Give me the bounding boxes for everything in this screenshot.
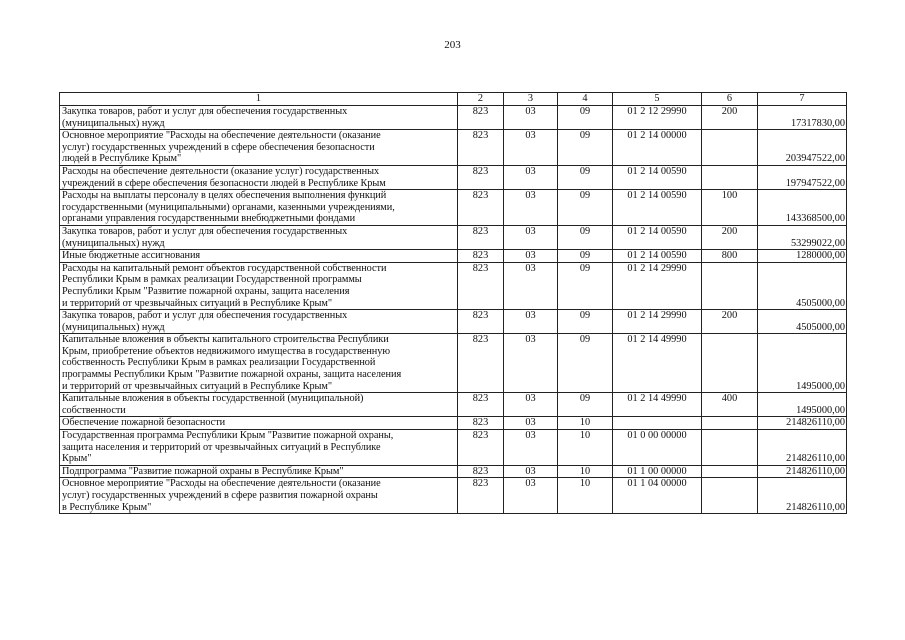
description-cell — [60, 165, 458, 189]
description-line: собственность Республики Крым в рамках реализации Государственной — [62, 357, 376, 369]
description-line: услуг) государственных учреждений в сфере обеспечения безопасности — [62, 141, 375, 153]
table-row — [60, 430, 847, 466]
description-line: Расходы на капитальный ремонт объектов государственной собственности — [62, 262, 387, 274]
description-cell — [60, 465, 458, 478]
section-cell: 03 — [504, 130, 558, 166]
amount-cell: 17317830,00 — [758, 106, 847, 130]
section-cell: 03 — [504, 262, 558, 309]
description-line: людей в Республике Крым" — [62, 153, 182, 165]
table-body — [60, 93, 847, 514]
subsection-cell: 10 — [558, 430, 613, 466]
description-line: (муниципальных) нужд — [62, 117, 165, 129]
grbs-cell: 823 — [458, 225, 504, 249]
header-cell: 1 — [60, 93, 458, 106]
description-line: Государственная программа Республики Крым "Развитие пожарной охраны, — [62, 430, 394, 442]
expense-type-cell — [702, 262, 758, 309]
grbs-cell: 823 — [458, 465, 504, 478]
section-cell: 03 — [504, 190, 558, 226]
description-line: защита населения и территорий от чрезвычайных ситуаций в Республике — [62, 441, 381, 453]
expense-type-cell — [702, 165, 758, 189]
amount-cell: 4505000,00 — [758, 262, 847, 309]
description-line: Закупка товаров, работ и услуг для обеспечения государственных — [62, 225, 348, 237]
grbs-cell: 823 — [458, 190, 504, 226]
table-row — [60, 417, 847, 430]
description-line: учреждений в сфере обеспечения безопасности людей в Республике Крым — [62, 177, 386, 189]
description-line: Основное мероприятие "Расходы на обеспечение деятельности (оказание — [62, 478, 381, 490]
table-row — [60, 225, 847, 249]
description-cell — [60, 225, 458, 249]
expense-type-cell — [702, 334, 758, 393]
description-line: Капитальные вложения в объекты государственной (муниципальной) — [62, 393, 364, 405]
expense-type-cell: 400 — [702, 393, 758, 417]
description-line: услуг) государственных учреждений в сфере развития пожарной охраны — [62, 490, 378, 501]
description-line: Обеспечение пожарной безопасности — [62, 417, 226, 429]
description-line: Подпрограмма "Развитие пожарной охраны в Республике Крым" — [62, 465, 344, 477]
section-cell: 03 — [504, 225, 558, 249]
amount-cell: 53299022,00 — [758, 225, 847, 249]
description-cell — [60, 190, 458, 226]
target-article-cell: 01 1 00 00000 — [613, 465, 702, 478]
table-row — [60, 165, 847, 189]
target-article-cell: 01 2 14 29990 — [613, 262, 702, 309]
expense-type-cell: 100 — [702, 190, 758, 226]
header-cell: 5 — [613, 93, 702, 106]
expense-type-cell — [702, 465, 758, 478]
description-line: Капитальные вложения в объекты капитального строительства Республики — [62, 334, 389, 346]
amount-cell: 214826110,00 — [758, 417, 847, 430]
table-row — [60, 106, 847, 130]
table-row — [60, 190, 847, 226]
description-line: в Республике Крым" — [62, 501, 152, 513]
description-line: Крым, приобретение объектов недвижимого имущества в государственную — [62, 345, 391, 357]
target-article-cell: 01 2 14 00590 — [613, 250, 702, 263]
subsection-cell: 09 — [558, 130, 613, 166]
grbs-cell: 823 — [458, 250, 504, 263]
description-cell — [60, 393, 458, 417]
description-cell — [60, 262, 458, 309]
description-line: Республики Крым в рамках реализации Государственной программы — [62, 274, 362, 286]
amount-cell: 214826110,00 — [758, 430, 847, 466]
amount-cell: 214826110,00 — [758, 478, 847, 514]
subsection-cell: 09 — [558, 190, 613, 226]
subsection-cell: 09 — [558, 262, 613, 309]
subsection-cell: 09 — [558, 225, 613, 249]
section-cell: 03 — [504, 165, 558, 189]
section-cell: 03 — [504, 310, 558, 334]
amount-cell: 1495000,00 — [758, 393, 847, 417]
description-line: Крым" — [62, 453, 92, 465]
amount-cell: 4505000,00 — [758, 310, 847, 334]
table-row — [60, 262, 847, 309]
table-row — [60, 310, 847, 334]
description-line: и территорий от чрезвычайных ситуаций в Республике Крым" — [62, 380, 333, 392]
description-cell — [60, 250, 458, 263]
description-line: Иные бюджетные ассигнования — [62, 250, 201, 262]
description-line: государственными (муниципальными) органами, казенными учреждениями, — [62, 201, 395, 213]
target-article-cell: 01 2 14 49990 — [613, 334, 702, 393]
target-article-cell: 01 2 14 49990 — [613, 393, 702, 417]
subsection-cell: 09 — [558, 393, 613, 417]
description-cell — [60, 334, 458, 393]
expense-type-cell — [702, 430, 758, 466]
description-line: Закупка товаров, работ и услуг для обеспечения государственных — [62, 106, 348, 117]
description-line: Расходы на обеспечение деятельности (оказание услуг) государственных — [62, 165, 380, 177]
amount-cell: 1495000,00 — [758, 334, 847, 393]
table-row — [60, 478, 847, 514]
amount-cell: 197947522,00 — [758, 165, 847, 189]
description-line: (муниципальных) нужд — [62, 321, 165, 333]
amount-cell: 203947522,00 — [758, 130, 847, 166]
description-cell — [60, 106, 458, 130]
table-row — [60, 334, 847, 393]
target-article-cell — [613, 417, 702, 430]
description-cell — [60, 417, 458, 430]
table-header-row — [60, 93, 847, 106]
grbs-cell: 823 — [458, 334, 504, 393]
description-cell — [60, 130, 458, 166]
expense-type-cell: 200 — [702, 106, 758, 130]
section-cell: 03 — [504, 465, 558, 478]
grbs-cell: 823 — [458, 430, 504, 466]
subsection-cell: 10 — [558, 417, 613, 430]
description-cell — [60, 478, 458, 514]
description-line: и территорий от чрезвычайных ситуаций в Республике Крым" — [62, 297, 333, 309]
grbs-cell: 823 — [458, 393, 504, 417]
description-line: программы Республики Крым "Развитие пожарной охраны, защита населения — [62, 369, 402, 381]
expense-type-cell: 800 — [702, 250, 758, 263]
header-cell: 7 — [758, 93, 847, 106]
subsection-cell: 09 — [558, 250, 613, 263]
description-line: органами управления государственными внебюджетными фондами — [62, 213, 356, 225]
section-cell: 03 — [504, 334, 558, 393]
target-article-cell: 01 0 00 00000 — [613, 430, 702, 466]
section-cell: 03 — [504, 250, 558, 263]
expense-type-cell: 200 — [702, 310, 758, 334]
section-cell: 03 — [504, 478, 558, 514]
section-cell: 03 — [504, 106, 558, 130]
subsection-cell: 09 — [558, 106, 613, 130]
table-row — [60, 130, 847, 166]
subsection-cell: 09 — [558, 165, 613, 189]
target-article-cell: 01 2 14 29990 — [613, 310, 702, 334]
description-line: Расходы на выплаты персоналу в целях обеспечения выполнения функций — [62, 190, 387, 202]
description-line: Закупка товаров, работ и услуг для обеспечения государственных — [62, 310, 348, 322]
amount-cell: 143368500,00 — [758, 190, 847, 226]
target-article-cell: 01 2 14 00590 — [613, 165, 702, 189]
grbs-cell: 823 — [458, 262, 504, 309]
section-cell: 03 — [504, 430, 558, 466]
expense-type-cell — [702, 417, 758, 430]
header-cell: 3 — [504, 93, 558, 106]
section-cell: 03 — [504, 393, 558, 417]
description-line: (муниципальных) нужд — [62, 237, 165, 249]
header-cell: 2 — [458, 93, 504, 106]
subsection-cell: 09 — [558, 310, 613, 334]
table-row — [60, 465, 847, 478]
description-cell — [60, 310, 458, 334]
target-article-cell: 01 1 04 00000 — [613, 478, 702, 514]
description-line: собственности — [62, 404, 126, 416]
target-article-cell: 01 2 14 00590 — [613, 225, 702, 249]
header-cell: 6 — [702, 93, 758, 106]
budget-table — [59, 92, 847, 514]
page-number: 203 — [444, 39, 461, 51]
section-cell: 03 — [504, 417, 558, 430]
amount-cell: 1280000,00 — [758, 250, 847, 263]
grbs-cell: 823 — [458, 106, 504, 130]
description-line: Республики Крым "Развитие пожарной охраны, защита населения — [62, 285, 350, 297]
grbs-cell: 823 — [458, 310, 504, 334]
grbs-cell: 823 — [458, 478, 504, 514]
description-cell — [60, 430, 458, 466]
description-line: Основное мероприятие "Расходы на обеспечение деятельности (оказание — [62, 130, 381, 142]
table-row — [60, 393, 847, 417]
subsection-cell: 10 — [558, 465, 613, 478]
header-cell: 4 — [558, 93, 613, 106]
grbs-cell: 823 — [458, 417, 504, 430]
amount-cell: 214826110,00 — [758, 465, 847, 478]
grbs-cell: 823 — [458, 130, 504, 166]
table-row — [60, 250, 847, 263]
expense-type-cell — [702, 478, 758, 514]
target-article-cell: 01 2 14 00000 — [613, 130, 702, 166]
target-article-cell: 01 2 14 00590 — [613, 190, 702, 226]
subsection-cell: 09 — [558, 334, 613, 393]
target-article-cell: 01 2 12 29990 — [613, 106, 702, 130]
grbs-cell: 823 — [458, 165, 504, 189]
expense-type-cell: 200 — [702, 225, 758, 249]
subsection-cell: 10 — [558, 478, 613, 514]
expense-type-cell — [702, 130, 758, 166]
